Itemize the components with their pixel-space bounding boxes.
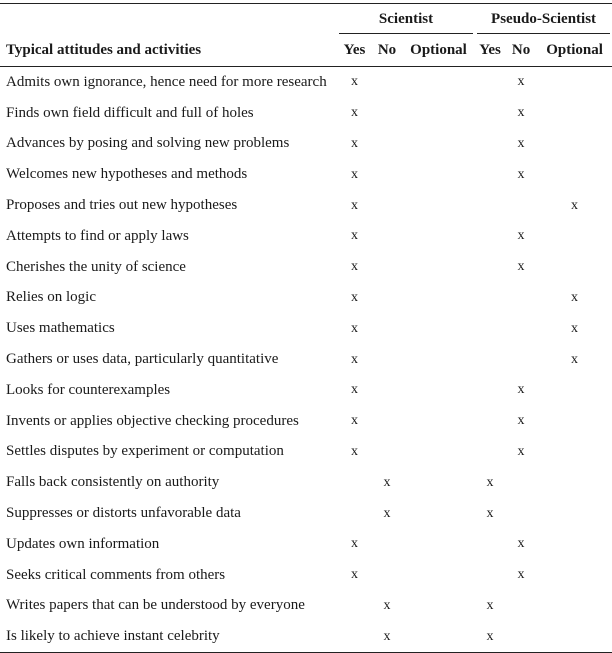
mark-pseudo-no: x xyxy=(517,105,525,121)
mark-pseudo-no xyxy=(505,591,537,622)
mark-scientist-optional xyxy=(402,406,475,437)
attitude-label: Settles disputes by experiment or computation xyxy=(6,443,284,460)
mark-pseudo-optional: x xyxy=(571,320,579,336)
mark-scientist-no xyxy=(372,344,402,375)
mark-pseudo-optional xyxy=(537,129,612,160)
mark-scientist-optional xyxy=(402,437,475,468)
mark-pseudo-yes xyxy=(475,252,505,283)
attitude-label: Is likely to achieve instant celebrity xyxy=(0,621,337,652)
mark-scientist-no xyxy=(372,129,402,160)
mark-pseudo-no xyxy=(505,467,537,498)
mark-pseudo-no: x xyxy=(517,567,525,583)
mark-scientist-no xyxy=(372,159,402,190)
mark-pseudo-optional xyxy=(537,159,612,190)
table-row xyxy=(0,129,612,160)
table-row xyxy=(0,375,612,406)
mark-pseudo-no: x xyxy=(517,259,525,275)
mark-pseudo-optional xyxy=(537,252,612,283)
mark-scientist-no xyxy=(372,375,402,406)
mark-pseudo-no xyxy=(505,313,537,344)
mark-scientist-optional xyxy=(402,252,475,283)
attitude-label: Admits own ignorance, hence need for more research xyxy=(6,73,327,90)
table-row xyxy=(0,560,612,591)
mark-scientist-optional xyxy=(402,560,475,591)
table-row xyxy=(0,437,612,468)
mark-scientist-yes xyxy=(337,621,372,652)
table-row xyxy=(0,344,612,375)
table-row xyxy=(0,529,612,560)
mark-scientist-optional xyxy=(402,67,475,98)
attitude-label: Proposes and tries out new hypotheses xyxy=(6,197,238,214)
mark-scientist-no xyxy=(372,406,402,437)
mark-scientist-no xyxy=(372,313,402,344)
mark-pseudo-yes xyxy=(475,560,505,591)
attitude-label: Writes papers that can be understood by everyone xyxy=(6,597,305,614)
mark-pseudo-no: x xyxy=(517,228,525,244)
table-row xyxy=(0,621,612,652)
mark-scientist-no xyxy=(372,560,402,591)
column-header-attitudes: Typical attitudes and activities xyxy=(0,34,337,67)
mark-scientist-yes: x xyxy=(351,289,358,305)
mark-pseudo-yes xyxy=(475,98,505,129)
group-rule-pseudo-scientist xyxy=(477,33,610,34)
mark-scientist-yes: x xyxy=(351,166,358,182)
mark-scientist-no xyxy=(372,221,402,252)
mark-pseudo-yes xyxy=(475,529,505,560)
group-rule-scientist xyxy=(339,33,473,34)
mark-pseudo-yes: x xyxy=(486,597,494,613)
table-row xyxy=(0,498,612,529)
mark-pseudo-yes xyxy=(475,406,505,437)
mark-pseudo-optional xyxy=(537,221,612,252)
comparison-table xyxy=(0,3,612,653)
mark-pseudo-no: x xyxy=(517,536,525,552)
mark-pseudo-yes xyxy=(475,437,505,468)
mark-scientist-yes: x xyxy=(351,351,358,367)
mark-pseudo-no: x xyxy=(517,74,525,90)
attitude-label: Relies on logic xyxy=(6,289,96,306)
mark-scientist-no xyxy=(372,252,402,283)
mark-pseudo-yes xyxy=(475,190,505,221)
table-row xyxy=(0,67,612,98)
mark-pseudo-optional xyxy=(537,621,612,652)
attitude-label: Falls back consistently on authority xyxy=(6,474,220,491)
mark-pseudo-yes xyxy=(475,129,505,160)
mark-pseudo-yes xyxy=(475,313,505,344)
column-header-pseudo-yes: Yes xyxy=(475,34,505,67)
mark-pseudo-optional xyxy=(537,467,612,498)
table-row xyxy=(0,252,612,283)
mark-scientist-no: x xyxy=(372,621,402,652)
mark-scientist-no xyxy=(372,98,402,129)
table-row xyxy=(0,313,612,344)
attitude-label: Welcomes new hypotheses and methods xyxy=(6,166,248,183)
mark-scientist-no xyxy=(372,283,402,314)
mark-pseudo-no: x xyxy=(517,413,525,429)
mark-scientist-no xyxy=(372,190,402,221)
attitude-label: Attempts to find or apply laws xyxy=(6,227,189,244)
mark-pseudo-yes: x xyxy=(486,505,494,521)
mark-pseudo-optional xyxy=(537,560,612,591)
table-row xyxy=(0,190,612,221)
mark-pseudo-optional xyxy=(537,67,612,98)
mark-scientist-yes: x xyxy=(351,536,358,552)
mark-scientist-yes: x xyxy=(351,443,358,459)
mark-pseudo-no xyxy=(505,621,537,652)
group-header-spacer xyxy=(0,4,337,35)
mark-pseudo-no: x xyxy=(517,382,525,398)
mark-pseudo-optional xyxy=(537,529,612,560)
mark-scientist-no xyxy=(372,529,402,560)
attitude-label: Updates own information xyxy=(6,535,160,552)
attitude-label: Cherishes the unity of science xyxy=(6,258,186,275)
attitude-label: Gathers or uses data, particularly quantitative xyxy=(6,351,279,368)
column-header-scientist-yes: Yes xyxy=(337,34,372,67)
mark-pseudo-no: x xyxy=(517,166,525,182)
mark-scientist-no xyxy=(372,437,402,468)
table-row xyxy=(0,159,612,190)
mark-scientist-optional xyxy=(402,529,475,560)
mark-scientist-yes: x xyxy=(351,259,358,275)
mark-scientist-yes: x xyxy=(351,228,358,244)
mark-pseudo-optional: x xyxy=(571,197,579,213)
mark-scientist-yes: x xyxy=(351,135,358,151)
column-header-pseudo-no: No xyxy=(505,34,537,67)
table-row xyxy=(0,283,612,314)
mark-scientist-no: x xyxy=(383,597,391,613)
group-label-scientist: Scientist xyxy=(378,10,434,27)
mark-scientist-optional xyxy=(402,498,475,529)
attitude-label: Looks for counterexamples xyxy=(6,381,171,398)
mark-scientist-no: x xyxy=(383,505,391,521)
mark-scientist-optional xyxy=(402,159,475,190)
table-row xyxy=(0,591,612,622)
mark-scientist-optional xyxy=(402,591,475,622)
mark-pseudo-optional xyxy=(537,498,612,529)
column-header-scientist-optional: Optional xyxy=(402,34,475,67)
table-row xyxy=(0,406,612,437)
table-header xyxy=(0,4,612,67)
mark-scientist-yes: x xyxy=(351,382,358,398)
mark-pseudo-optional xyxy=(537,406,612,437)
mark-pseudo-yes xyxy=(475,159,505,190)
attitude-label: Finds own field difficult and full of holes xyxy=(6,104,254,121)
mark-pseudo-optional xyxy=(537,98,612,129)
mark-pseudo-yes xyxy=(475,221,505,252)
group-header-scientist xyxy=(337,4,475,35)
mark-scientist-yes: x xyxy=(351,567,358,583)
attitude-label: Invents or applies objective checking procedures xyxy=(6,412,299,429)
mark-scientist-no: x xyxy=(383,474,391,490)
mark-scientist-yes: x xyxy=(351,74,358,90)
table-body xyxy=(0,67,612,653)
mark-scientist-yes: x xyxy=(351,320,358,336)
mark-pseudo-optional xyxy=(537,437,612,468)
mark-pseudo-yes xyxy=(475,344,505,375)
mark-pseudo-yes xyxy=(475,67,505,98)
attitude-label: Seeks critical comments from others xyxy=(6,566,226,583)
mark-pseudo-no: x xyxy=(517,135,525,151)
mark-pseudo-optional xyxy=(537,375,612,406)
mark-scientist-yes: x xyxy=(351,197,358,213)
mark-scientist-optional xyxy=(402,283,475,314)
mark-scientist-yes xyxy=(337,498,372,529)
mark-pseudo-optional xyxy=(537,591,612,622)
column-header-scientist-no: No xyxy=(372,34,402,67)
mark-scientist-optional xyxy=(402,467,475,498)
mark-pseudo-no xyxy=(505,344,537,375)
mark-scientist-optional xyxy=(402,344,475,375)
mark-scientist-optional xyxy=(402,621,475,652)
mark-scientist-yes: x xyxy=(351,413,358,429)
column-header-pseudo-optional: Optional xyxy=(537,34,612,67)
group-header-pseudo-scientist xyxy=(475,4,612,35)
table-row xyxy=(0,221,612,252)
mark-pseudo-no xyxy=(505,283,537,314)
table-row xyxy=(0,98,612,129)
mark-pseudo-no: x xyxy=(517,443,525,459)
mark-pseudo-no xyxy=(505,190,537,221)
mark-scientist-yes xyxy=(337,467,372,498)
column-header-row xyxy=(0,34,612,67)
mark-pseudo-yes: x xyxy=(475,621,505,652)
mark-scientist-optional xyxy=(402,375,475,406)
mark-scientist-optional xyxy=(402,313,475,344)
table-row xyxy=(0,467,612,498)
mark-pseudo-yes xyxy=(475,283,505,314)
mark-scientist-optional xyxy=(402,129,475,160)
mark-scientist-optional xyxy=(402,190,475,221)
group-label-pseudo-scientist: Pseudo-Scientist xyxy=(491,10,597,27)
mark-scientist-optional xyxy=(402,221,475,252)
mark-pseudo-yes: x xyxy=(486,474,494,490)
mark-scientist-yes: x xyxy=(351,105,358,121)
group-header-row xyxy=(0,4,612,35)
attitude-label: Uses mathematics xyxy=(6,320,115,337)
attitude-label: Suppresses or distorts unfavorable data xyxy=(6,505,241,522)
mark-pseudo-optional: x xyxy=(571,351,579,367)
mark-scientist-yes xyxy=(337,591,372,622)
mark-pseudo-optional: x xyxy=(571,289,579,305)
mark-pseudo-no xyxy=(505,498,537,529)
mark-scientist-optional xyxy=(402,98,475,129)
mark-scientist-no xyxy=(372,67,402,98)
mark-pseudo-yes xyxy=(475,375,505,406)
attitude-label: Advances by posing and solving new problems xyxy=(6,135,290,152)
